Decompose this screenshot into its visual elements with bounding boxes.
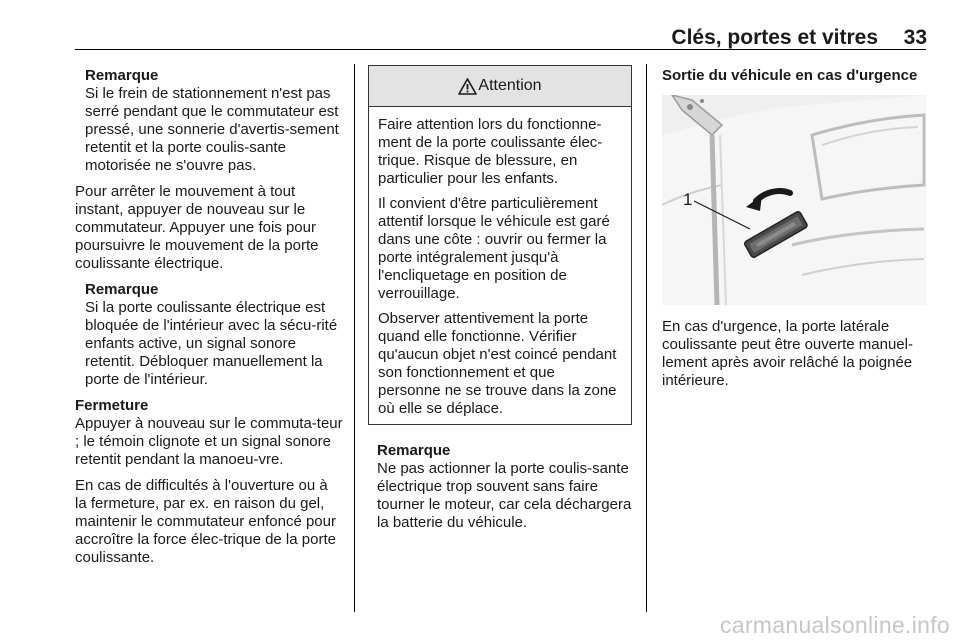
- figure-emergency-release: [662, 95, 926, 305]
- header-rule: [75, 49, 926, 50]
- warning-paragraph: Faire attention lors du fonctionne-ment de la porte coulissante élec-trique. Risque de blessure, en particulier pour les enfants.: [378, 116, 603, 187]
- warning-header: [369, 66, 631, 107]
- note-title: Remarque: [85, 281, 159, 298]
- column-divider-right: [646, 64, 647, 612]
- warning-paragraph: Observer attentivement la porte quand elle fonctionne. Vérifier qu'aucun objet n'est coincé pendant son fonctionnement et que personne ne se trouve dans la zone où elle se déplace.: [378, 310, 617, 417]
- door-release-illustration: [662, 95, 926, 305]
- note-battery: [368, 442, 632, 532]
- note-title: Remarque: [377, 442, 451, 459]
- note-parking-brake: [75, 67, 343, 175]
- note-text: Si le frein de stationnement n'est pas serré pendant que le commutateur est pressé, une sonnerie d'avertis-sement retentit et la porte coulis-sante motorisée ne s'ouvre pas.: [85, 85, 339, 174]
- page-number: 33: [903, 26, 927, 49]
- figure-caption: En cas d'urgence, la porte latérale coulissante peut être ouverte manuel-lement après avoir relâché la poignée intérieure.: [662, 318, 913, 389]
- watermark-text: carmanualsonline.info: [719, 612, 950, 638]
- column-divider-left: [354, 64, 355, 612]
- warning-paragraph: Il convient d'être particulièrement attentif lorsque le véhicule est garé dans une côte : ouvrir ou fermer la porte intégralement jusqu'à l'encliquetage en position de verrouillage.: [378, 195, 610, 302]
- section-heading-closing: Fermeture: [75, 397, 149, 414]
- warning-body: [369, 107, 631, 424]
- note-child-lock: [75, 281, 343, 389]
- warning-title: Attention: [478, 77, 542, 94]
- column-left: [75, 67, 343, 575]
- column-right: [662, 67, 928, 390]
- warning-box: [368, 65, 632, 425]
- note-title: Remarque: [85, 67, 159, 84]
- section-heading-emergency-exit: Sortie du véhicule en cas d'urgence: [662, 67, 918, 84]
- column-middle: [368, 64, 632, 532]
- page-header-title: Clés, portes et vitres: [671, 26, 878, 49]
- warning-triangle-icon: [458, 78, 477, 95]
- note-text: Si la porte coulissante électrique est bloquée de l'intérieur avec la sécu-rité enfants active, un signal sonore retentit. Débloquer manuellement la porte de l'intérieur.: [85, 299, 338, 388]
- paragraph-closing: Appuyer à nouveau sur le commuta-teur ; le témoin clignote et un signal sonore retentit pendant la manoeu-vre.: [75, 415, 343, 468]
- paragraph-stop-movement: Pour arrêter le mouvement à tout instant, appuyer de nouveau sur le commutateur. Appuyer une fois pour poursuivre le mouvement de la porte coulissante électrique.: [75, 183, 319, 272]
- paragraph-difficulties: En cas de difficultés à l'ouverture ou à la fermeture, par ex. en raison du gel, maintenir le commutateur enfoncé pour accroître la force élec-trique de la porte coulissante.: [75, 477, 336, 566]
- figure-callout-number: 1: [683, 190, 693, 209]
- note-text: Ne pas actionner la porte coulis-sante électrique trop souvent sans faire tourner le moteur, car cela déchargera la batterie du véhicule.: [377, 460, 632, 531]
